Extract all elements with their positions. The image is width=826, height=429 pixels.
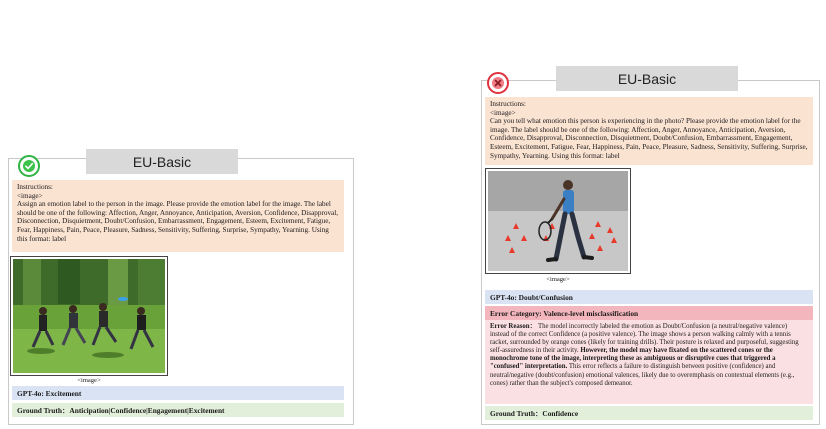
right-ground-truth-value: Confidence (542, 408, 579, 418)
left-image-caption: <image> (77, 377, 101, 384)
right-error-reason-label: Error Reason： (490, 323, 537, 330)
left-instructions-text: Assign an emotion label to the person in the image. Please provide the emotion label for the image. The label should be one of the following: Affection, Anger, Annoyance, Anticipation, Aversion, Confidence, Disapproval, Disconnection, Disquietment, Doubt/Confusion, Embarrassment, Engagement, Esteem, Excitement, Fatigue, Fear, Happiness, Pain, Peace, Pleasure, Sadness, Sensitivity, Suffering, Surprise, Sympathy, Yearning. Using this format: label (17, 200, 339, 243)
right-photo (485, 168, 631, 274)
left-gpt-answer: GPT-4o: Excitement (12, 386, 344, 400)
left-instructions-image-tag: <image> (17, 191, 43, 200)
frisbee-players-image (13, 259, 165, 373)
left-instructions (12, 180, 344, 252)
right-error-reason-text-2: This error reflects a failure to distinguish between positive (confidence) and neutral/negative (doubt/confusion) emotional valences, likely due to overemphasis on contextual elements (e.g., cones) rather than the subject's composed demeanor. (490, 363, 795, 387)
right-error-reason (485, 320, 813, 404)
left-ground-truth-value: Anticipation|Confidence|Engagement|Excitement (69, 405, 225, 415)
right-error-reason-text-1: The model incorrectly labeled the emotion as Doubt/Confusion (a neutral/negative valence) instead of the correct Confidence (a positive valence). The image shows a person walking calmly with a tennis racket, surrounded by orange cones (likely for training drills). Their posture is relaxed and purposeful, suggesting self-assuredness in their activity. (490, 323, 799, 355)
tennis-player-image (488, 171, 628, 271)
check-icon (18, 155, 40, 177)
right-instructions (485, 97, 813, 165)
left-photo (10, 256, 168, 376)
right-ground-truth-label: Ground Truth： (490, 408, 543, 418)
left-instructions-heading: Instructions: (17, 183, 53, 191)
right-gpt-answer: GPT-4o: Doubt/Confusion (485, 290, 813, 304)
right-image-caption: <image> (546, 276, 570, 283)
right-instructions-heading: Instructions: (490, 100, 526, 108)
left-header-title: EU-Basic (86, 149, 238, 174)
right-instructions-image-tag: <image> (490, 108, 516, 117)
right-error-category: Error Category: Valence-level misclassification (485, 306, 813, 320)
right-instructions-text: Can you tell what emotion this person is experiencing in the photo? Please provide the emotion label for the image. The label should be one of the following: Affection, Anger, Annoyance, Anticipation, Aversion, Confidence, Disapproval, Disconnection, Disquietment, Doubt/Confusion, Embarrassment, Engagement, Esteem, Excitement, Fatigue, Fear, Happiness, Pain, Peace, Pleasure, Sadness, Sensitivity, Suffering, Surprise, Sympathy, Yearning. Using this format: label (490, 117, 808, 160)
left-ground-truth-label: Ground Truth： (17, 405, 70, 415)
right-header-title: EU-Basic (556, 66, 738, 91)
right-ground-truth (485, 406, 813, 420)
right-error-reason-bold: However, the model may have fixated on the scattered cones or the monochrome tone of the image, interpreting these as ambiguous or disruptive cues that triggered a "confused" interpretation. (490, 347, 776, 371)
close-icon (487, 72, 509, 94)
left-ground-truth (12, 403, 344, 417)
